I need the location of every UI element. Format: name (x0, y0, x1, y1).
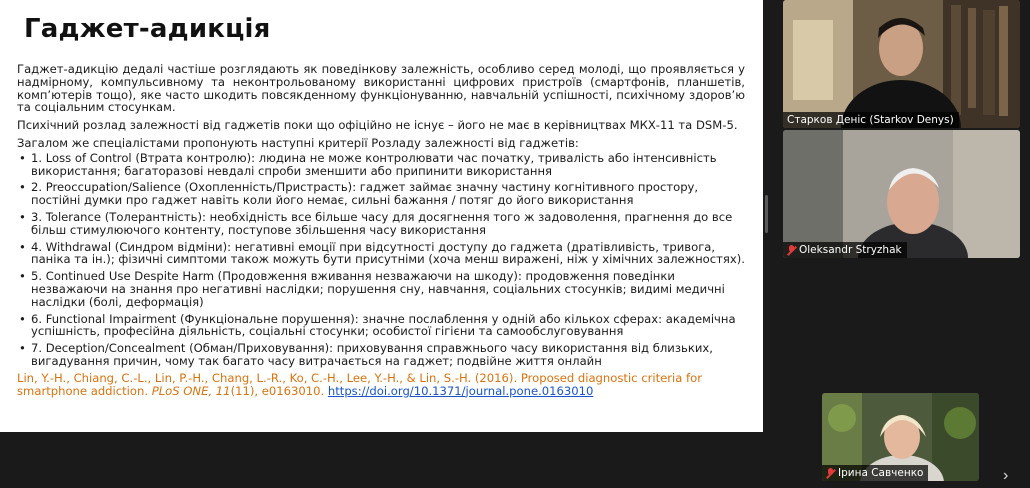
list-item: • 6. Functional Impairment (Функціональне порушення): значне послаблення у одній або кількох сферах: академічна успішність, професійна діяльність, соціальні стосунки; особистої гігієни та самообслуговування (19, 311, 736, 339)
video-tile[interactable] (783, 130, 1020, 258)
participant-name: Старков Деніс (Starkov Denys) (783, 112, 959, 128)
participant-video (783, 0, 1020, 128)
list-item: • 4. Withdrawal (Синдром відміни): негативні емоції при відсутності доступу до гаджета (дратівливість, тривога, паніка та ін.); фізичні симптоми також можуть бути присутніми (хоча менш виражені, ніж у хімічних залежностях). (19, 239, 745, 267)
intro-paragraph: Гаджет-адикцію дедалі частіше розглядають як поведінкову залежність, особливо серед молоді, що проявляється у надмірному, компульсивному та неконтрольованому використанні цифрових пристроїв (смартфонів, планшетів, комп’ютерів тощо), яке часто шкодить повсякденному функціонуванню, навчальній успішності, психічному здоров’ю та соціальним стосункам. (17, 62, 745, 115)
list-item: • 5. Continued Use Despite Harm (Продовження вживання незважаючи на шкоду): продовження поведінки незважаючи на знання про негативні наслідки; порушення сну, навчання, соціальних стосунків; видимі медичні наслідки (болі, деформація) (19, 269, 725, 309)
panel-resize-handle[interactable] (765, 195, 768, 233)
reference-link[interactable]: https://doi.org/10.1371/journal.pone.0163010 (327, 383, 594, 398)
list-item: • 2. Preoccupation/Salience (Охопленність/Пристрасть): гаджет займає значну частину когнітивного простору, постійні думки про гаджет навіть коли його немає, сильні бажання / потяг до його використання (19, 180, 699, 208)
video-tile[interactable] (822, 393, 979, 481)
mic-off-icon (787, 245, 796, 256)
participant-video (783, 130, 1020, 258)
participant-name: Ірина Савченко (822, 465, 928, 481)
list-item: • 1. Loss of Control (Втрата контролю): людина не може контролювати час початку, тривалість або інтенсивність використання; багаторазові невдалі спроби зменшити або припинити використання (19, 150, 717, 178)
mic-off-icon (826, 468, 835, 479)
list-item: • 3. Tolerance (Толерантність): необхідність все більше часу для досягнення того ж задоволення, прагнення до все більш стимулюючого контенту, поступове збільшення часу використання (19, 209, 733, 237)
video-tile[interactable] (783, 0, 1020, 128)
list-item: • 7. Deception/Concealment (Обман/Приховування): приховування справжнього часу використання від близьких, вигадування причин, чому так багато часу витрачається на гаджет; подвійне життя онлайн (19, 341, 713, 368)
chevron-right-icon[interactable]: › (1003, 467, 1009, 484)
criteria-list (17, 152, 745, 368)
participant-name: Oleksandr Stryzhak (783, 242, 907, 258)
reference: Lin, Y.-H., Chiang, C.-L., Lin, P.-H., Chang, L.-R., Ko, C.-H., Lee, Y.-H., & Lin, S.-H. (2016). Proposed diagnostic criteria for smartphone addiction. PLoS ONE, 11(11), e0163010. https://doi.org/10.1371/journal.pone.0163010 (17, 370, 702, 398)
slide-title: Гаджет-адикція (24, 14, 271, 44)
note-paragraph: Психічний розлад залежності від гаджетів поки що офіційно не існує – його не має в керівництвах МКХ-11 та DSM-5. (17, 118, 738, 133)
criteria-intro: Загалом же спеціалістами пропонують наступні критерії Розладу залежності від гаджетів: (17, 135, 579, 150)
slide-body (17, 63, 745, 397)
